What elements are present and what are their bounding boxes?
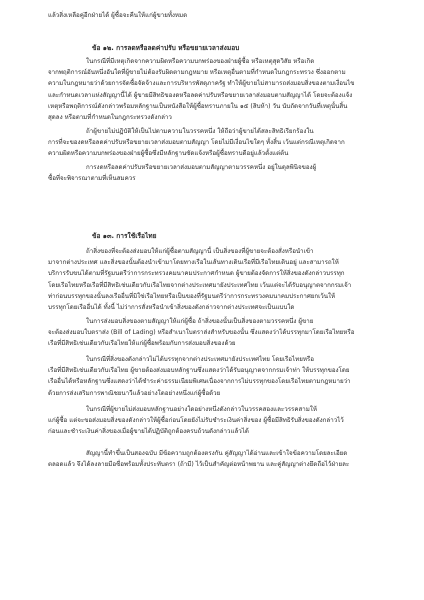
text-line: ซื้อที่จะพิจารณาตามที่เห็นสมควร: [48, 175, 136, 183]
text-line: ท่าก่อนบรรทุกของนั้นลงเรืออื่นที่มิใช่เรือไทยหรือเป็นของที่รัฐมนตรีว่าการกระทรวงคมนาคมประกาศยกเว้นให้: [48, 292, 336, 300]
text-line: เรือที่มีสิทธิเช่นเดียวกับเรือไทย ผู้ขายต้องส่งมอบหลักฐานซึ่งแสดงว่าได้รับอนุญาตจากกรมเจ้าท่า ให้บรรทุกของโดย: [48, 367, 350, 375]
text-line: สัญญานี้ทำขึ้นเป็นสองฉบับ มีข้อความถูกต้องตรงกัน คู่สัญญาได้อ่านและเข้าใจข้อความโดยละเอียด: [86, 450, 348, 457]
text-line: แก่ผู้ซื้อ แต่จะขอส่งมอบสิ่งของดังกล่าวให้ผู้ซื้อก่อนโดยยังไม่รับชำระเงินค่าสิ่งของ ผู้ซื้อมีสิทธิรับสิ่งของดังกล่าวไว้: [48, 417, 344, 425]
section-12-paragraph-2: [48, 126, 390, 160]
text-line: จากพฤติการณ์อันหนึ่งอันใดที่ผู้ขายไม่ต้องรับผิดตามกฎหมาย หรือเหตุอื่นตามที่กำหนดในกฎกระทรวง ซึ่งออกตาม: [48, 69, 346, 77]
text-line: มาจากต่างประเทศ และสิ่งของนั้นต้องนำเข้ามาโดยทางเรือในเส้นทางเดินเรือที่มีเรือไทยเดินอยู่ และสามารถให้: [48, 259, 339, 267]
section-13-paragraph-4: [48, 404, 390, 438]
closing-paragraph: [48, 448, 390, 470]
text-line: และกำหนดเวลาแห่งสัญญานี้ได้ ผู้ขายมีสิทธิของดหรือลดค่าปรับหรือขยายเวลาส่งมอบตามสัญญาได้ โดยจะต้องแจ้ง: [48, 91, 353, 99]
section-13-heading: ข้อ ๑๓. การใช้เรือไทย: [92, 232, 157, 240]
text-line: ถ้าสิ่งของที่จะต้องส่งมอบให้แก่ผู้ซื้อตามสัญญานี้ เป็นสิ่งของที่ผู้ขายจะต้องสั่งหรือนำเข้า: [86, 248, 314, 255]
text-line: บริการรับขนได้ตามที่รัฐมนตรีว่าการกระทรวงคมนาคมประกาศกำหนด ผู้ขายต้องจัดการให้สิ่งของดังกล่าวบรรทุก: [48, 270, 345, 278]
text-line: เรือที่มีสิทธิเช่นเดียวกับเรือไทยให้แก่ผู้ซื้อพร้อมกับการส่งมอบสิ่งของด้วย: [48, 340, 236, 348]
section-13-paragraph-2: [48, 316, 390, 350]
text-line: ถ้าผู้ขายไม่ปฏิบัติให้เป็นไปตามความในวรรคหนึ่ง ให้ถือว่าผู้ขายได้สละสิทธิเรียกร้องใน: [86, 128, 314, 135]
text-line: ก่อนและชำระเงินค่าสิ่งของเมื่อผู้ขายได้ปฏิบัติถูกต้องครบถ้วนดังกล่าวแล้วได้: [48, 428, 249, 436]
text-line: แล้วสิ่งเหลือคู่อีกฝ่ายได้ ผู้ซื้อจะคืนให้แก่ผู้ขายทั้งหมด: [48, 12, 188, 19]
section-12-paragraph-1: [48, 56, 390, 123]
text-line: โดยเรือไทยหรือเรือที่มีสิทธิเช่นเดียวกับเรือไทยจากต่างประเทศมายังประเทศไทย เว้นแต่จะได้รับอนุญาตจากกรมเจ้า: [48, 281, 352, 289]
text-line: สุดลง หรือตามที่กำหนดในกฎกระทรวงดังกล่าว: [48, 114, 172, 122]
section-13-paragraph-3: [48, 354, 390, 399]
text-line: ด้วยการส่งเสริมการพาณิชยนาวีแล้วอย่างใดอย่างหนึ่งแก่ผู้ซื้อด้วย: [48, 389, 221, 397]
text-line: ตลอดแล้ว จึงได้ลงลายมือชื่อพร้อมทั้งประทับตรา (ถ้ามี) ไว้เป็นสำคัญต่อหน้าพยาน และคู่สัญญาต่างยึดถือไว้ฝ่ายละ: [48, 461, 350, 469]
text-line: ในการส่งมอบสิ่งของตามสัญญาให้แก่ผู้ซื้อ ถ้าสิ่งของนั้นเป็นสิ่งของตามวรรคหนึ่ง ผู้ขาย: [86, 318, 314, 325]
text-line: ในกรณีที่สิ่งของดังกล่าวไม่ได้บรรทุกจากต่างประเทศมายังประเทศไทย โดยเรือไทยหรือ: [86, 356, 314, 363]
text-line: จะต้องส่งมอบใบตราส่ง (Bill of Lading) หรือสำเนาใบตราส่งสำหรับของนั้น ซึ่งแสดงว่าได้บรรทุกมาโดยเรือไทยหรือ: [48, 329, 355, 337]
intro-paragraph: [48, 10, 390, 21]
section-12-paragraph-3: [48, 162, 390, 184]
text-line: ความผิดหรือความบกพร่องของฝ่ายผู้ซื้อซึ่งมีหลักฐานชัดแจ้งหรือผู้ซื้อทราบดีอยู่แล้วตั้งแต่ต้น: [48, 150, 289, 158]
section-13-paragraph-1: [48, 246, 390, 313]
text-line: ในกรณีที่ผู้ขายไม่ส่งมอบหลักฐานอย่างใดอย่างหนึ่งดังกล่าวในวรรคสองและวรรคสามให้: [86, 406, 317, 413]
text-line: ในกรณีที่มีเหตุเกิดจากความผิดหรือความบกพร่องของฝ่ายผู้ซื้อ หรือเหตุสุดวิสัย หรือเกิด: [86, 58, 315, 65]
text-line: การที่จะของดหรือลดค่าปรับหรือขยายเวลาส่งมอบตามสัญญา โดยไม่มีเงื่อนไขใดๆ ทั้งสิ้น เว้นแต่กรณีเหตุเกิดจาก: [48, 139, 345, 147]
text-line: การงดหรือลดค่าปรับหรือขยายเวลาส่งมอบตามสัญญาตามวรรคหนึ่ง อยู่ในดุลพินิจของผู้: [86, 164, 317, 171]
text-line: บรรทุกโดยเรืออื่นได้ ทั้งนี้ ไม่ว่าการสั่งหรือนำเข้าสิ่งของดังกล่าวจากต่างประเทศจะเป็นแบบใด: [48, 304, 295, 312]
text-line: เรืออื่นได้หรือหลักฐานซึ่งแสดงว่าได้ชำระค่าธรรมเนียมพิเศษเนื่องจากการไม่บรรทุกของโดยเรือไทยตามกฎหมายว่า: [48, 378, 351, 386]
text-line: ความในกฎหมายว่าด้วยการจัดซื้อจัดจ้างและการบริหารพัสดุภาครัฐ ทำให้ผู้ขายไม่สามารถส่งมอบสิ่งของตามเงื่อนไข: [48, 80, 355, 88]
text-line: เหตุหรือพฤติการณ์ดังกล่าวพร้อมหลักฐานเป็นหนังสือให้ผู้ซื้อทราบภายใน ๑๕ (สิบห้า) วัน นับถัดจากวันที่เหตุนั้นสิ้น: [48, 102, 348, 110]
section-12-heading: ข้อ ๑๒. การลดหรือลดค่าปรับ หรือขยายเวลาส่งมอบ: [92, 44, 240, 52]
